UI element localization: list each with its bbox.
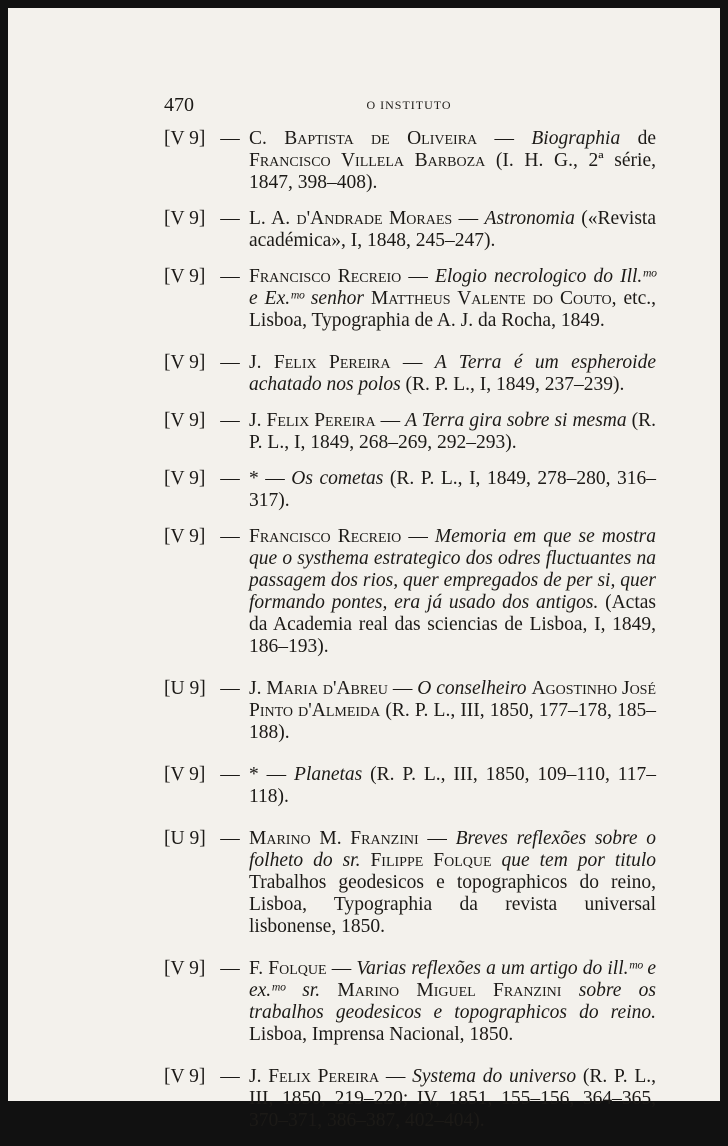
code-separator: — <box>220 958 240 979</box>
entry-text: de <box>620 128 657 149</box>
entry-title-italic: Breves reflexões sobre o folheto do sr. <box>249 828 656 871</box>
shelf-code: [V 9] <box>164 526 206 547</box>
entry-text: (R. P. L., I, 1849, 278–280, 316–317). <box>249 468 656 511</box>
shelf-code: [V 9] <box>164 958 206 979</box>
entry-title-italic: Biographia <box>531 128 621 149</box>
entry-author-name: Francisco Recreio <box>249 526 402 547</box>
code-separator: — <box>220 128 240 149</box>
entry-text: * — <box>249 468 292 489</box>
code-separator: — <box>220 1066 240 1087</box>
entry-text: — <box>418 828 456 849</box>
entry-text <box>492 850 502 871</box>
shelf-code: [V 9] <box>164 764 206 785</box>
bibliography-entry <box>164 678 656 744</box>
code-separator: — <box>220 266 240 287</box>
entry-title-italic: Astronomia <box>484 208 575 229</box>
code-separator: — <box>220 468 240 489</box>
book-page <box>8 8 720 1131</box>
entry-title-italic: Planetas <box>294 764 363 785</box>
entry-title-italic: A Terra gira sobre si mesma <box>405 410 627 431</box>
entry-author-name: Francisco Villela Barboza <box>249 150 486 171</box>
page-number: 470 <box>164 94 194 116</box>
entry-title-italic: Varias reflexões a um artigo do ill.ᵐᵒ e ex.ᵐᵒ sr. <box>249 958 656 1001</box>
entry-author-name: Marino Miguel Franzini <box>337 980 562 1001</box>
bibliography-entry <box>164 1066 656 1132</box>
entry-author-name: J. Felix Pereira <box>249 1066 380 1087</box>
code-separator: — <box>220 828 240 849</box>
shelf-code: [U 9] <box>164 678 206 699</box>
bibliography-entry <box>164 410 656 454</box>
entry-text <box>364 288 371 309</box>
entry-text: — <box>375 410 406 431</box>
shelf-code: [V 9] <box>164 266 206 287</box>
entry-author-name: L. A. d'Andrade Moraes <box>249 208 453 229</box>
entry-text: * — <box>249 764 295 785</box>
entry-text: (R. P. L., I, 1849, 268–269, 292–293). <box>249 410 656 453</box>
entry-text: Trabalhos geodesicos e topographicos do reino, Lisboa, Typographia da revista universal lisbonense, 1850. <box>249 872 656 937</box>
shelf-code: [V 9] <box>164 410 206 431</box>
entry-text <box>360 850 370 871</box>
entry-text: (I. H. G., 2ª série, 1847, 398–408). <box>249 150 656 193</box>
bibliography-entry <box>164 266 656 332</box>
entry-text: — <box>326 958 357 979</box>
entry-text <box>561 980 578 1001</box>
entry-author-name: Filippe Folque <box>370 850 492 871</box>
entry-author-name: Marino M. Franzini <box>249 828 419 849</box>
bibliography-entry <box>164 128 656 194</box>
entry-author-name: Mattheus Valente do Couto <box>370 288 612 309</box>
code-separator: — <box>220 208 240 229</box>
entry-text <box>320 980 337 1001</box>
bibliography-entry <box>164 958 656 1046</box>
entry-text: — <box>401 526 435 547</box>
entry-title-italic: Os cometas <box>291 468 384 489</box>
shelf-code: [V 9] <box>164 352 206 373</box>
code-separator: — <box>220 678 240 699</box>
entry-title-italic: que tem por titulo <box>501 850 656 871</box>
code-separator: — <box>220 526 240 547</box>
entry-text: — <box>477 128 532 149</box>
bibliography-entry <box>164 468 656 512</box>
entry-text: — <box>379 1066 413 1087</box>
shelf-code: [V 9] <box>164 208 206 229</box>
page-header <box>164 94 654 118</box>
bibliography-entry <box>164 526 656 658</box>
shelf-code: [V 9] <box>164 468 206 489</box>
entry-title-italic: Elogio necrologico do Ill.ᵐᵒ e Ex.ᵐᵒ senhor <box>249 266 656 309</box>
entry-text: (R. P. L., III, 1850, 109–110, 117–118). <box>249 764 656 807</box>
code-separator: — <box>220 352 240 373</box>
entry-title-italic: sobre os trabalhos geodesicos e topographicos do reino. <box>249 980 656 1023</box>
shelf-code: [V 9] <box>164 128 206 149</box>
entry-author-name: J. Felix Pereira <box>249 352 391 373</box>
entry-text: Lisboa, Imprensa Nacional, 1850. <box>249 1024 514 1045</box>
shelf-code: [V 9] <box>164 1066 206 1087</box>
bibliography-list <box>164 128 656 1146</box>
entry-author-name: Agostinho José Pinto d'Almeida <box>249 678 657 721</box>
entry-text: — <box>452 208 485 229</box>
bibliography-entry <box>164 828 656 938</box>
entry-author-name: J. Maria d'Abreu <box>249 678 388 699</box>
shelf-code: [U 9] <box>164 828 206 849</box>
entry-text: («Revista académica», I, 1848, 245–247). <box>249 208 656 251</box>
bibliography-entry <box>164 208 656 252</box>
bibliography-entry <box>164 352 656 396</box>
entry-text: (R. P. L., III, 1850, 177–178, 185–188). <box>249 700 656 743</box>
code-separator: — <box>220 410 240 431</box>
entry-title-italic: Memoria em que se mostra que o systhema estrategico dos odres fluctuantes na passagem dos rios, quer empregados de per si, quer formando pontes, era já usado dos antigos. <box>249 526 656 613</box>
entry-title-italic: A Terra é um espheroide achatado nos polos <box>249 352 656 395</box>
entry-text: (R. P. L., III, 1850, 219–220; IV, 1851, 155–156, 364–365, 370–371, 386–387, 402–404). <box>249 1066 656 1131</box>
entry-author-name: F. Folque <box>249 958 327 979</box>
entry-text: — <box>390 352 435 373</box>
bibliography-entry <box>164 764 656 808</box>
entry-text: (Actas da Academia real das sciencias de Lisboa, I, 1849, 186–193). <box>249 592 656 657</box>
code-separator: — <box>220 764 240 785</box>
entry-author-name: J. Felix Pereira <box>249 410 376 431</box>
entry-text: (R. P. L., I, 1849, 237–239). <box>400 374 625 395</box>
running-title: O INSTITUTO <box>366 98 452 112</box>
entry-text: — <box>401 266 435 287</box>
entry-text: — <box>387 678 418 699</box>
entry-text: , etc., Lisboa, Typographia de A. J. da Rocha, 1849. <box>249 288 657 331</box>
entry-author-name: C. Baptista de Oliveira <box>249 128 478 149</box>
entry-title-italic: Systema do universo <box>412 1066 577 1087</box>
entry-title-italic: O conselheiro <box>417 678 527 699</box>
entry-author-name: Francisco Recreio <box>249 266 402 287</box>
